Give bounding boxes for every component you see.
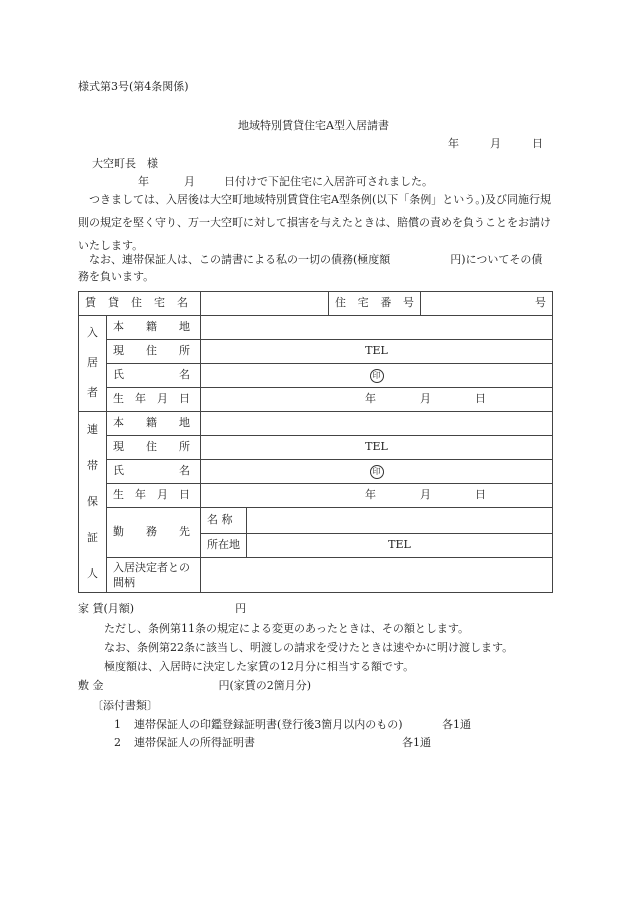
housing-name-label: 賃 貸 住 宅 名 [79, 292, 201, 316]
form-number: 様式第3号(第4条関係) [78, 80, 189, 93]
attachment-item [114, 736, 255, 750]
attachment-item [114, 718, 403, 732]
guarantor-address-label: 現 住 所 [107, 436, 201, 460]
guarantor-birth-day: 日 [475, 488, 486, 502]
resident-birth-year: 年 [365, 392, 376, 406]
permit-year: 年 [138, 175, 149, 188]
resident-birthdate-label: 生 年 月 日 [107, 388, 201, 412]
document-title: 地域特別賃貸住宅A型入居請書 [238, 119, 389, 132]
attachments-title: 〔添付書類〕 [92, 699, 158, 712]
resident-seal-icon: 印 [370, 369, 384, 383]
guarantor-birthdate-label: 生 年 月 日 [107, 484, 201, 508]
resident-name-field[interactable] [201, 364, 553, 388]
permit-text: 日付けで下記住宅に入居許可されました。 [224, 175, 433, 188]
guarantor-group-label: 連 帯 保 証 人 [79, 412, 107, 593]
housing-number-label: 住 宅 番 号 [329, 292, 421, 316]
guarantor-tel-label: TEL [365, 440, 388, 454]
deposit-amount: 円(家賃の2箇月分) [218, 679, 312, 692]
addressee: 大空町長 様 [92, 157, 158, 170]
workplace-name-field[interactable] [247, 508, 553, 534]
note-eviction: なお、条例第22条に該当し、明渡しの請求を受けたときは速やかに明け渡します。 [104, 641, 514, 654]
guarantor-name-field[interactable] [201, 460, 553, 484]
housing-number-field[interactable] [421, 292, 553, 316]
resident-tel-label: TEL [365, 344, 388, 358]
guarantor-honseki-field[interactable] [201, 412, 553, 436]
paragraph-guarantor [78, 251, 552, 285]
workplace-location-field[interactable] [247, 534, 553, 558]
housing-name-field[interactable] [201, 292, 329, 316]
guarantor-birth-month: 月 [420, 488, 431, 502]
guarantor-birthdate-field[interactable] [201, 484, 553, 508]
resident-address-label: 現 住 所 [107, 340, 201, 364]
attachment-number: 1 [114, 718, 121, 731]
permit-month: 月 [184, 175, 195, 188]
resident-birth-day: 日 [475, 392, 486, 406]
application-table [78, 291, 553, 593]
resident-name-label: 氏 名 [107, 364, 201, 388]
paragraph-obligation: つきましては、入居後は大空町地域特別賃貸住宅A型条例(以下「条例」という。)及び同施行規則の規定を堅く守り、万一大空町に対して損害を与えたときは、賠償の責めを負うことをお請けいたします。 [78, 193, 552, 252]
workplace-location-label: 所在地 [201, 534, 247, 558]
note-change: ただし、条例第11条の規定による変更のあったときは、その額とします。 [104, 622, 470, 635]
relationship-field[interactable] [201, 558, 553, 593]
guarantor-text: なお、連帯保証人は、この請書による私の一切の債務(極度額 [89, 253, 391, 266]
date-year: 年 [448, 137, 459, 150]
resident-honseki-field[interactable] [201, 316, 553, 340]
note-limit: 極度額は、入居時に決定した家賃の12月分に相当する額です。 [104, 660, 415, 673]
submission-date [448, 137, 543, 151]
deposit-line [78, 679, 311, 693]
relationship-label: 入居決定者との間柄 [107, 558, 201, 593]
go-label: 号 [535, 296, 546, 310]
resident-honseki-label: 本 籍 地 [107, 316, 201, 340]
guarantor-seal-icon: 印 [370, 465, 384, 479]
date-month: 月 [490, 137, 501, 150]
guarantor-honseki-label: 本 籍 地 [107, 412, 201, 436]
guarantor-address-field[interactable] [201, 436, 553, 460]
workplace-tel-label: TEL [388, 538, 411, 552]
resident-birthdate-field[interactable] [201, 388, 553, 412]
workplace-label: 勤 務 先 [107, 508, 201, 558]
attachment-number: 2 [114, 736, 121, 749]
date-day: 日 [532, 137, 543, 150]
rent-yen: 円 [235, 602, 247, 615]
attachment-text: 連帯保証人の印鑑登録証明書(登行後3箇月以内のもの) [134, 718, 403, 731]
resident-group-label: 入 居 者 [79, 316, 107, 412]
guarantor-name-label: 氏 名 [107, 460, 201, 484]
attachment-text: 連帯保証人の所得証明書 [134, 736, 255, 749]
workplace-name-label: 名 称 [201, 508, 247, 534]
attachment-quantity: 各1通 [402, 736, 431, 749]
rent-line [78, 602, 246, 616]
guarantor-yen: 円)についてその債務を負います。 [78, 253, 543, 283]
rent-label: 家 賃(月額) [78, 602, 135, 615]
attachment-quantity: 各1通 [442, 718, 471, 731]
deposit-label: 敷 金 [78, 679, 104, 692]
resident-birth-month: 月 [420, 392, 431, 406]
resident-address-field[interactable] [201, 340, 553, 364]
guarantor-birth-year: 年 [365, 488, 376, 502]
